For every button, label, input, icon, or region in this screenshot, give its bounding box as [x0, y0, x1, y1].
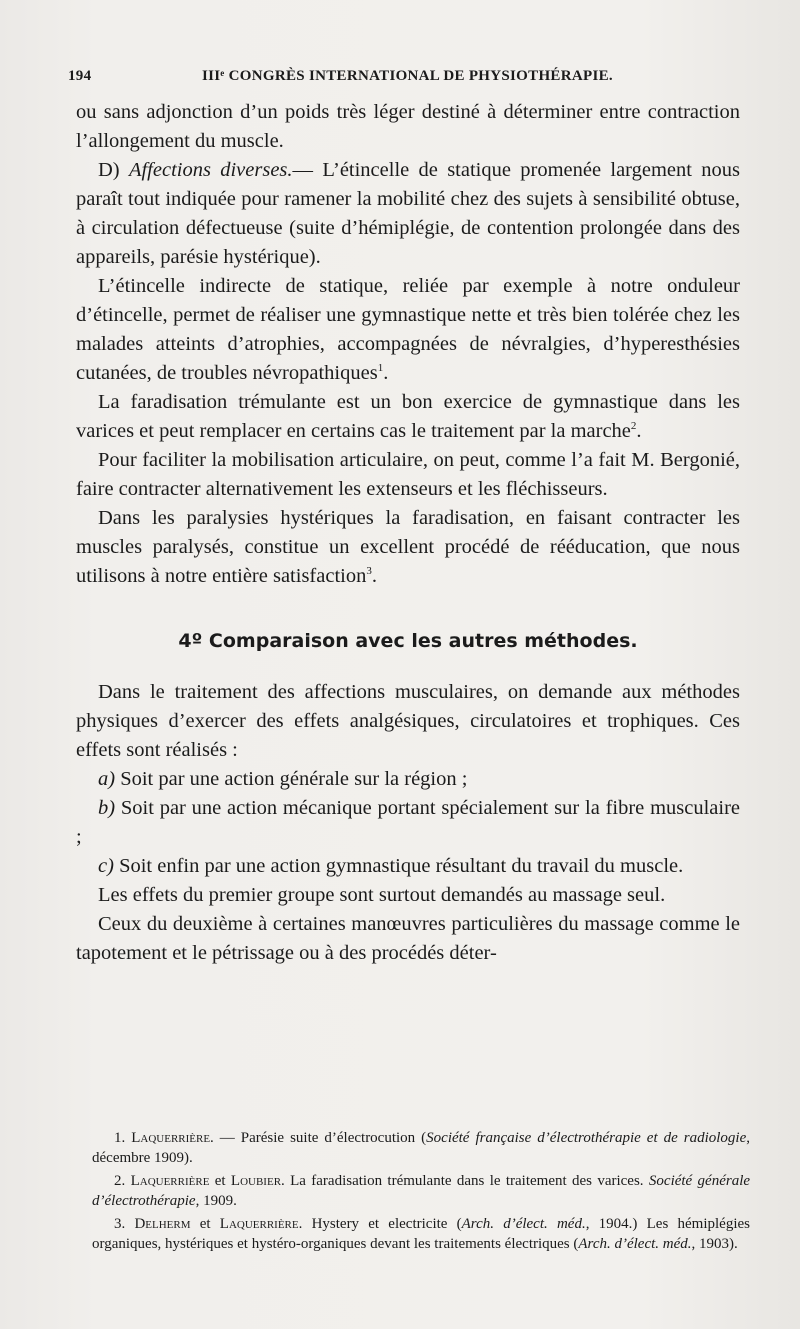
- footnote-author: Loubier.: [230, 1173, 285, 1189]
- list-text: Soit par une action générale sur la région ;: [120, 768, 468, 790]
- paragraph-traitement: Dans le traitement des affections musculaires, on demande aux méthodes physiques d’exercer des effets analgésiques, circulatoires et trophiques. Ces effets sont réalisés :: [76, 681, 740, 761]
- footnote-journal: Société générale d’électrothérapie: [92, 1173, 751, 1209]
- list-label: c): [98, 855, 114, 877]
- list-label: b): [98, 797, 116, 819]
- list-label: a): [98, 768, 116, 790]
- footnote-1: [92, 1128, 750, 1168]
- footnote-journal: Arch. d’élect. méd.: [578, 1236, 692, 1252]
- main-text: [76, 98, 740, 968]
- paragraph-mobilisation: Pour faciliter la mobilisation articulaire, on peut, comme l’a fait M. Bergonié, faire contracter alternativement les extenseurs et les fléchisseurs.: [76, 449, 740, 500]
- paragraph-paralysies-hysteriques: Dans les paralysies hystériques la faradisation, en faisant contracter les muscles paralysés, constitue un excellent procédé de rééducation, que nous utilisons à notre entière satisfaction$^3$.: [76, 507, 740, 587]
- section-heading: 4º Comparaison avec les autres méthodes.: [178, 630, 638, 652]
- paragraph-text: La faradisation trémulante est un bon exercice de gymnastique dans les varices et peut remplacer en certains cas le traitement par la marche: [76, 391, 740, 442]
- page-number: 194: [68, 68, 92, 84]
- footnote-text: — Parésie suite d’électrocution (: [219, 1130, 427, 1146]
- paragraph-premier-groupe: Les effets du premier groupe sont surtout demandés au massage seul.: [98, 884, 666, 906]
- footnote-text: , 1903).: [691, 1236, 738, 1252]
- footnote-ref: 1: [377, 362, 384, 375]
- footnote-number: 1.: [114, 1130, 126, 1146]
- paragraph-affections-diverses: [76, 156, 740, 272]
- paragraph-text: L’étincelle indirecte de statique, reliée par exemple à notre onduleur d’étincelle, permet de réaliser une gymnastique nette et très bien tolérée chez les malades atteints d’atrophies, accompagnées de névralgies, d’hyperesthésies cutanées, de troubles névropathiques: [76, 275, 740, 384]
- page-header: [68, 68, 748, 90]
- footnote-text: La faradisation trémulante dans le traitement des varices.: [284, 1173, 644, 1189]
- list-item-a: [76, 765, 740, 794]
- footnote-author: Delherm: [134, 1216, 191, 1232]
- paragraph-text: Dans les paralysies hystériques la faradisation, en faisant contracter les muscles paralysés, constitue un excellent procédé de rééducation, que nous utilisons à notre entière satisfaction: [76, 507, 740, 587]
- footnote-author: Laquerrière.: [219, 1216, 303, 1232]
- footnote-2: [92, 1171, 750, 1211]
- footnote-ref: 3: [366, 565, 372, 578]
- paragraph-etincelle-indirecte: L’étincelle indirecte de statique, reliée par exemple à notre onduleur d’étincelle, permet de réaliser une gymnastique nette et très bien tolérée chez les malades atteints d’atrophies, accompagnées de névralgies, d’hyperesthésies cutanées, de troubles névropathiques$^1$.: [76, 275, 740, 384]
- footnote-number: 2.: [114, 1173, 126, 1189]
- running-head: IIIᵉ CONGRÈS INTERNATIONAL DE PHYSIOTHÉRAPIE.: [202, 68, 613, 84]
- footnote-ref: 2: [630, 420, 637, 433]
- section-label: D): [98, 159, 120, 181]
- list-text: Soit par une action mécanique portant spécialement sur la fibre musculaire ;: [76, 797, 741, 848]
- footnote-text: , 1904.) Les hémiplégies organiques, hystériques et hystéro-organiques devant les traitements électriques (: [92, 1216, 750, 1252]
- footnote-date: , 1909.: [195, 1193, 237, 1209]
- footnote-conjunction: et: [209, 1173, 231, 1189]
- footnote-conjunction: et: [190, 1216, 220, 1232]
- footnote-journal: Société française d’électrothérapie et de radiologie: [426, 1130, 747, 1146]
- footnote-author: Laquerrière.: [131, 1130, 214, 1146]
- paragraph-faradisation-tremulante: La faradisation trémulante est un bon exercice de gymnastique dans les varices et peut remplacer en certains cas le traitement par la marche$^2$.: [76, 391, 740, 442]
- footnote-date: , décembre 1909).: [92, 1130, 750, 1166]
- paragraph-continuation: ou sans adjonction d’un poids très léger destiné à déterminer entre contraction l’allongement du muscle.: [76, 101, 740, 152]
- list-item-c: [76, 852, 740, 881]
- subsection-title: Affections diverses.: [128, 159, 293, 181]
- footnote-number: 3.: [114, 1216, 126, 1232]
- footnotes: [92, 1128, 750, 1257]
- footnote-author: Laquerrière: [130, 1173, 210, 1189]
- list-text: Soit enfin par une action gymnastique résultant du travail du muscle.: [119, 855, 684, 877]
- footnote-3: [92, 1214, 750, 1254]
- footnote-journal: Arch. d’élect. méd.: [461, 1216, 586, 1232]
- list-item-b: [76, 794, 740, 852]
- footnote-text: Hystery et electricite (: [302, 1216, 462, 1232]
- paragraph-text: — L’étincelle de statique promenée largement nous paraît tout indiquée pour ramener la mobilité chez des sujets à sensibilité obtuse, à circulation défectueuse (suite d’hémiplégie, de contention prolongée dans des appareils, parésie hystérique).: [76, 159, 741, 268]
- paragraph-deuxieme-groupe: Ceux du deuxième à certaines manœuvres particulières du massage comme le tapotement et le pétrissage ou à des procédés déter-: [76, 913, 740, 964]
